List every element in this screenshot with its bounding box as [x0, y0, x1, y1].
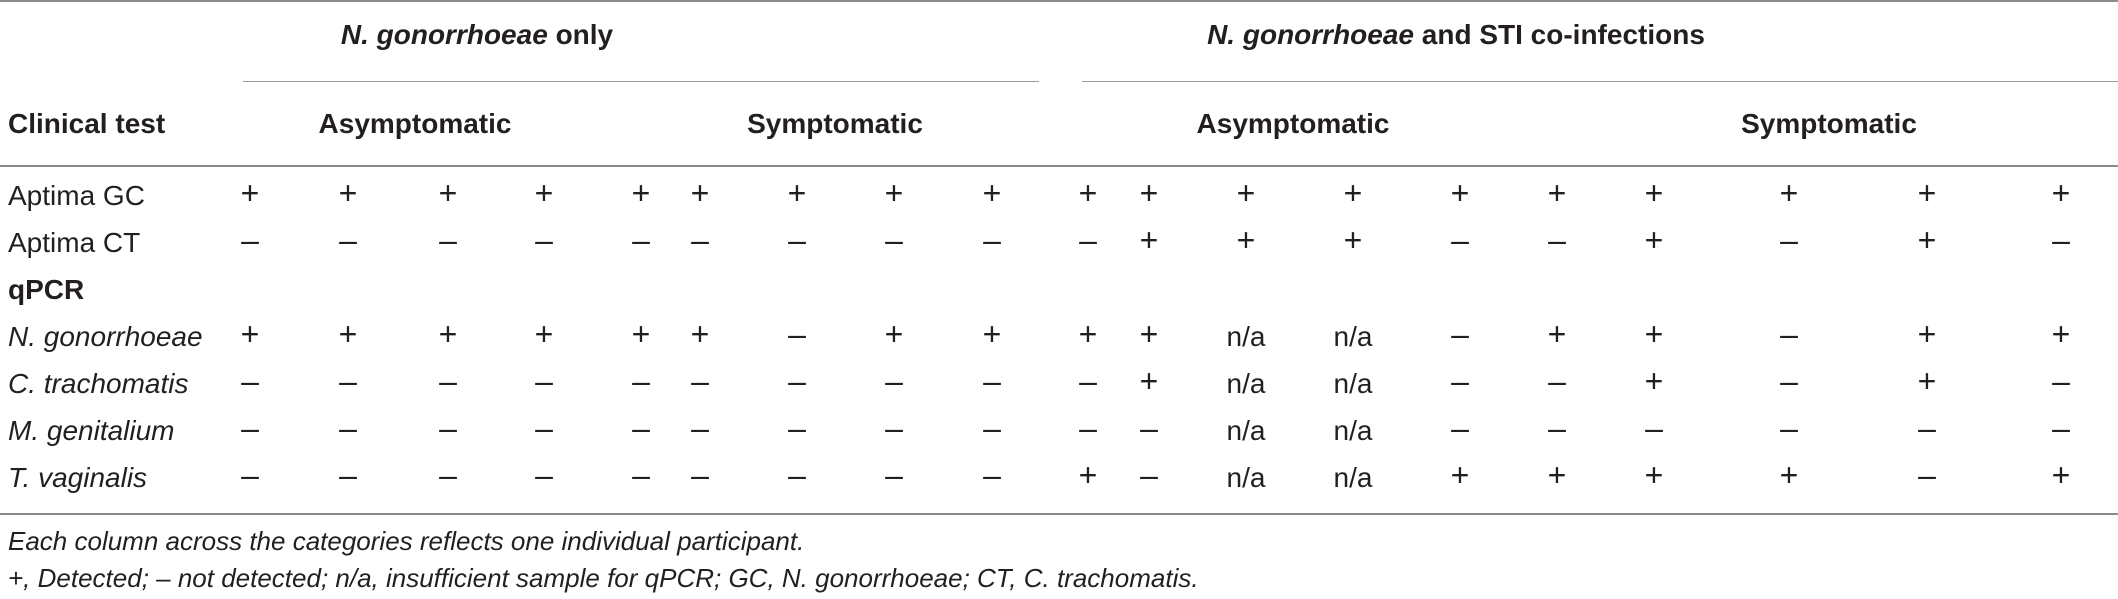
table-cell: + — [690, 316, 710, 352]
table-cell: – — [885, 222, 903, 258]
table-cell: + — [884, 175, 904, 211]
table-cell: + — [438, 175, 458, 211]
row-label: N. gonorrhoeae — [8, 321, 203, 352]
row-label: Aptima GC — [8, 180, 145, 211]
table-cell: – — [788, 222, 806, 258]
table-cell: – — [339, 222, 357, 258]
footnote-legend: +, Detected; – not detected; n/a, insufficient sample for qPCR; GC, N. gonorrhoeae; CT, C. trachomatis. — [8, 563, 1199, 593]
table-cell: n/a — [1333, 321, 1373, 352]
table-cell: – — [1451, 316, 1469, 352]
table-cell: + — [1547, 457, 1567, 493]
group-header-coinfection — [1207, 21, 1705, 49]
table-cell: – — [691, 363, 709, 399]
table-cell: + — [884, 316, 904, 352]
table-cell: + — [1078, 316, 1098, 352]
table-cell: + — [1644, 363, 1664, 399]
table-cell: n/a — [1226, 415, 1266, 446]
row-label: M. genitalium — [8, 415, 175, 446]
table-cell: – — [535, 222, 553, 258]
table-cell: + — [1450, 457, 1470, 493]
table-cell: + — [1547, 175, 1567, 211]
table-cell: + — [438, 316, 458, 352]
table-cell: – — [632, 222, 650, 258]
table-cell: – — [1140, 457, 1158, 493]
bottom-rule — [0, 513, 2118, 515]
table-cell: + — [2051, 175, 2071, 211]
table-cell: – — [339, 410, 357, 446]
subgroup-header-symptomatic-1: Symptomatic — [747, 108, 923, 139]
table-cell: + — [1078, 175, 1098, 211]
footnote-participant: Each column across the categories reflects one individual participant. — [8, 526, 805, 556]
table-cell: – — [1645, 410, 1663, 446]
table-cell: + — [1547, 316, 1567, 352]
table-cell: – — [439, 410, 457, 446]
table-cell: n/a — [1333, 415, 1373, 446]
table-cell: + — [240, 175, 260, 211]
table-cell: – — [241, 222, 259, 258]
table-cell: + — [1343, 222, 1363, 258]
table-cell: – — [439, 222, 457, 258]
table-cell: – — [1451, 410, 1469, 446]
table-cell: + — [1139, 222, 1159, 258]
table-cell: – — [1548, 363, 1566, 399]
group-rule-right — [1082, 81, 2118, 82]
table-cell: – — [1451, 222, 1469, 258]
table-cell: + — [1779, 175, 1799, 211]
table-cell: – — [1548, 222, 1566, 258]
table-cell: – — [983, 457, 1001, 493]
group-header-coinfection-italic: N. gonorrhoeae — [1207, 19, 1414, 50]
group-header-ng-only-rest: only — [547, 19, 614, 50]
table-cell: + — [1139, 175, 1159, 211]
table-cell: – — [1079, 363, 1097, 399]
table-cell: + — [534, 175, 554, 211]
table-cell: + — [1644, 175, 1664, 211]
table-cell: + — [2051, 316, 2071, 352]
table-cell: – — [241, 363, 259, 399]
table-cell: – — [339, 363, 357, 399]
subgroup-header-asymptomatic-1: Asymptomatic — [318, 108, 512, 139]
top-rule — [0, 0, 2118, 2]
header-rule — [0, 165, 2118, 167]
table-cell: – — [1079, 222, 1097, 258]
subgroup-header-asymptomatic-2: Asymptomatic — [1196, 108, 1390, 139]
table-cell: n/a — [1333, 368, 1373, 399]
table-cell: + — [338, 316, 358, 352]
table-cell: – — [788, 316, 806, 352]
table-cell: + — [2051, 457, 2071, 493]
table-cell: – — [2052, 363, 2070, 399]
table-cell: – — [439, 457, 457, 493]
table-cell: + — [787, 175, 807, 211]
table-cell: – — [632, 363, 650, 399]
table-cell: – — [788, 363, 806, 399]
table-cell: – — [983, 363, 1001, 399]
table-cell: n/a — [1226, 462, 1266, 493]
table-cell: – — [1780, 316, 1798, 352]
row-label: Aptima CT — [8, 227, 141, 258]
table-cell: + — [631, 316, 651, 352]
row-label: C. trachomatis — [8, 368, 189, 399]
subgroup-header-symptomatic-2: Symptomatic — [1741, 108, 1917, 139]
table-cell: + — [1450, 175, 1470, 211]
table-cell: – — [788, 457, 806, 493]
table-cell: – — [241, 410, 259, 446]
table-cell: + — [1236, 222, 1256, 258]
table-cell: + — [1644, 222, 1664, 258]
table-cell: – — [2052, 222, 2070, 258]
table-cell: – — [1140, 410, 1158, 446]
table-cell: – — [885, 363, 903, 399]
table-cell: + — [982, 175, 1002, 211]
table-cell: + — [1078, 457, 1098, 493]
table-cell: – — [1451, 363, 1469, 399]
table-cell: – — [788, 410, 806, 446]
table-cell: – — [983, 410, 1001, 446]
table-cell: – — [691, 410, 709, 446]
group-header-ng-only — [341, 21, 613, 49]
table-cell: – — [339, 457, 357, 493]
table-cell: + — [1139, 363, 1159, 399]
group-rule-left — [243, 81, 1039, 82]
row-label: T. vaginalis — [8, 462, 148, 493]
table-cell: n/a — [1333, 462, 1373, 493]
table-cell: + — [1917, 363, 1937, 399]
table-cell: – — [885, 410, 903, 446]
table-cell: – — [885, 457, 903, 493]
table-cell: + — [534, 316, 554, 352]
table-cell: – — [241, 457, 259, 493]
table-cell: + — [1139, 316, 1159, 352]
table-cell: – — [535, 410, 553, 446]
table-cell: – — [983, 222, 1001, 258]
table-cell: – — [691, 457, 709, 493]
table-cell: + — [240, 316, 260, 352]
table-cell: – — [1780, 363, 1798, 399]
table-cell: – — [691, 222, 709, 258]
table-cell: + — [982, 316, 1002, 352]
table-cell: + — [1343, 175, 1363, 211]
table-cell: + — [1917, 175, 1937, 211]
table-cell: – — [1918, 457, 1936, 493]
row-label: qPCR — [8, 274, 85, 305]
table-cell: + — [338, 175, 358, 211]
table-cell: – — [632, 457, 650, 493]
table-cell: – — [632, 410, 650, 446]
table-cell: – — [1780, 410, 1798, 446]
table-cell: + — [1644, 457, 1664, 493]
table-cell: + — [1236, 175, 1256, 211]
table-cell: – — [1780, 222, 1798, 258]
table-cell: n/a — [1226, 368, 1266, 399]
table-cell: + — [1917, 316, 1937, 352]
table-cell: – — [439, 363, 457, 399]
table-cell: – — [2052, 410, 2070, 446]
group-header-ng-only-italic: N. gonorrhoeae — [340, 19, 548, 50]
table-cell: + — [631, 175, 651, 211]
table-cell: + — [1917, 222, 1937, 258]
table-cell: + — [1779, 457, 1799, 493]
table-cell: + — [690, 175, 710, 211]
clinical-test-header: Clinical test — [8, 108, 166, 139]
table-cell: + — [1644, 316, 1664, 352]
table-cell: – — [1548, 410, 1566, 446]
group-header-coinfection-rest: and STI co-infections — [1414, 19, 1705, 50]
table-cell: n/a — [1226, 321, 1266, 352]
table-cell: – — [1079, 410, 1097, 446]
table-cell: – — [1918, 410, 1936, 446]
table-cell: – — [535, 363, 553, 399]
table-cell: – — [535, 457, 553, 493]
